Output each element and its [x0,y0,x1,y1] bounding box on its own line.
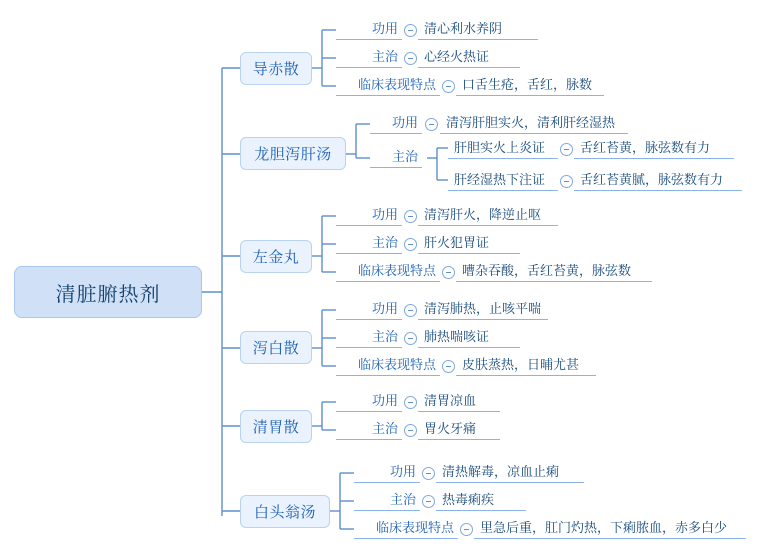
formula-label: 清胃散 [252,419,300,436]
root-node[interactable] [14,266,202,318]
row-content: 心经火热证 [424,49,490,64]
row-content: 肺热喘咳证 [424,329,490,344]
content-node-zhuzhi-2b-detail[interactable] [574,169,742,191]
content-node-gongyong-5[interactable] [418,390,500,412]
formula-label: 泻白散 [252,340,300,357]
content-node-gongyong-3[interactable] [418,204,558,226]
label-node-gongyong-5[interactable] [336,390,402,412]
content-node-gongyong-1[interactable] [418,18,538,40]
label-node-gongyong-6[interactable] [354,461,420,483]
collapse-icon[interactable] [404,238,417,251]
label-node-zhuzhi-1[interactable] [336,46,402,68]
label-node-zhuzhi-3[interactable] [336,232,402,254]
label-node-gongyong-3[interactable] [336,204,402,226]
content-node-linchuang-6[interactable] [474,517,746,539]
content-node-linchuang-4[interactable] [456,354,596,376]
row-label: 临床表现特点 [375,520,454,535]
row-content: 肝经湿热下注证 [454,172,546,187]
row-label: 功用 [371,301,398,316]
collapse-icon[interactable] [404,52,417,65]
content-node-zhuzhi-2b[interactable] [448,169,558,191]
row-content: 肝胆实火上炎证 [454,140,546,155]
row-content: 清泻肺热，止咳平喘 [424,301,542,316]
row-content: 口舌生疮，舌红，脉数 [462,77,593,92]
formula-node-longdanxiegantang[interactable] [240,137,346,170]
row-label: 主治 [371,235,398,250]
row-content: 热毒痢疾 [442,492,495,507]
row-label: 主治 [389,492,416,507]
content-node-zhuzhi-2a[interactable] [448,137,558,159]
collapse-icon[interactable] [560,143,573,156]
row-content: 清热解毒，凉血止痢 [442,464,560,479]
label-node-linchuang-6[interactable] [354,517,458,539]
content-node-zhuzhi-3[interactable] [418,232,520,254]
label-node-zhuzhi-2[interactable] [370,146,422,168]
formula-label: 导赤散 [252,61,300,78]
collapse-icon[interactable] [404,332,417,345]
row-label: 临床表现特点 [357,77,436,92]
label-node-zhuzhi-4[interactable] [336,326,402,348]
row-label: 临床表现特点 [357,263,436,278]
row-label: 功用 [391,115,418,130]
collapse-icon[interactable] [404,396,417,409]
row-label: 功用 [371,207,398,222]
label-node-gongyong-2[interactable] [370,112,422,134]
collapse-icon[interactable] [460,523,473,536]
row-label: 功用 [371,21,398,36]
content-node-gongyong-6[interactable] [436,461,584,483]
formula-label: 龙胆泻肝汤 [254,146,332,163]
label-node-linchuang-4[interactable] [336,354,440,376]
root-label: 清脏腑热剂 [55,283,161,306]
collapse-icon[interactable] [425,118,438,131]
content-node-linchuang-1[interactable] [456,74,604,96]
row-label: 主治 [371,49,398,64]
content-node-gongyong-2[interactable] [440,112,628,134]
label-node-zhuzhi-6[interactable] [354,489,420,511]
label-node-linchuang-3[interactable] [336,260,440,282]
collapse-icon[interactable] [404,24,417,37]
row-content: 舌红苔黄腻，脉弦数有力 [580,172,724,187]
collapse-icon[interactable] [404,424,417,437]
content-node-zhuzhi-5[interactable] [418,418,500,440]
content-node-zhuzhi-2a-detail[interactable] [574,137,734,159]
row-content: 清泻肝胆实火，清利肝经湿热 [446,115,616,130]
row-content: 皮肤蒸热，日晡尤甚 [462,357,580,372]
content-node-zhuzhi-6[interactable] [436,489,526,511]
row-content: 舌红苔黄，脉弦数有力 [580,140,711,155]
label-node-zhuzhi-5[interactable] [336,418,402,440]
formula-node-zuojinwan[interactable] [240,240,312,273]
row-content: 胃火牙痛 [424,421,477,436]
collapse-icon[interactable] [442,80,455,93]
collapse-icon[interactable] [422,495,435,508]
row-label: 主治 [371,421,398,436]
collapse-icon[interactable] [442,266,455,279]
formula-label: 左金丸 [252,249,300,266]
row-content: 清胃凉血 [424,393,477,408]
row-label: 功用 [371,393,398,408]
formula-node-baitouwengtang[interactable] [240,495,330,528]
formula-label: 白头翁汤 [253,504,316,521]
content-node-zhuzhi-1[interactable] [418,46,520,68]
row-content: 清泻肝火，降逆止呕 [424,207,542,222]
row-label: 临床表现特点 [357,357,436,372]
row-content: 嘈杂吞酸，舌红苔黄，脉弦数 [462,263,632,278]
row-label: 主治 [371,329,398,344]
formula-node-qingweisan[interactable] [240,410,312,443]
collapse-icon[interactable] [422,467,435,480]
content-node-zhuzhi-4[interactable] [418,326,520,348]
content-node-linchuang-3[interactable] [456,260,652,282]
collapse-icon[interactable] [404,210,417,223]
collapse-icon[interactable] [442,360,455,373]
row-label: 主治 [391,149,418,164]
label-node-gongyong-1[interactable] [336,18,402,40]
formula-node-daochisan[interactable] [240,52,312,85]
content-node-gongyong-4[interactable] [418,298,548,320]
collapse-icon[interactable] [560,175,573,188]
label-node-gongyong-4[interactable] [336,298,402,320]
row-content: 清心利水养阴 [424,21,503,36]
label-node-linchuang-1[interactable] [336,74,440,96]
row-label: 功用 [389,464,416,479]
formula-node-xiebaisan[interactable] [240,331,312,364]
row-content: 里急后重，肛门灼热，下痢脓血，赤多白少 [480,520,728,535]
collapse-icon[interactable] [404,304,417,317]
row-content: 肝火犯胃证 [424,235,490,250]
